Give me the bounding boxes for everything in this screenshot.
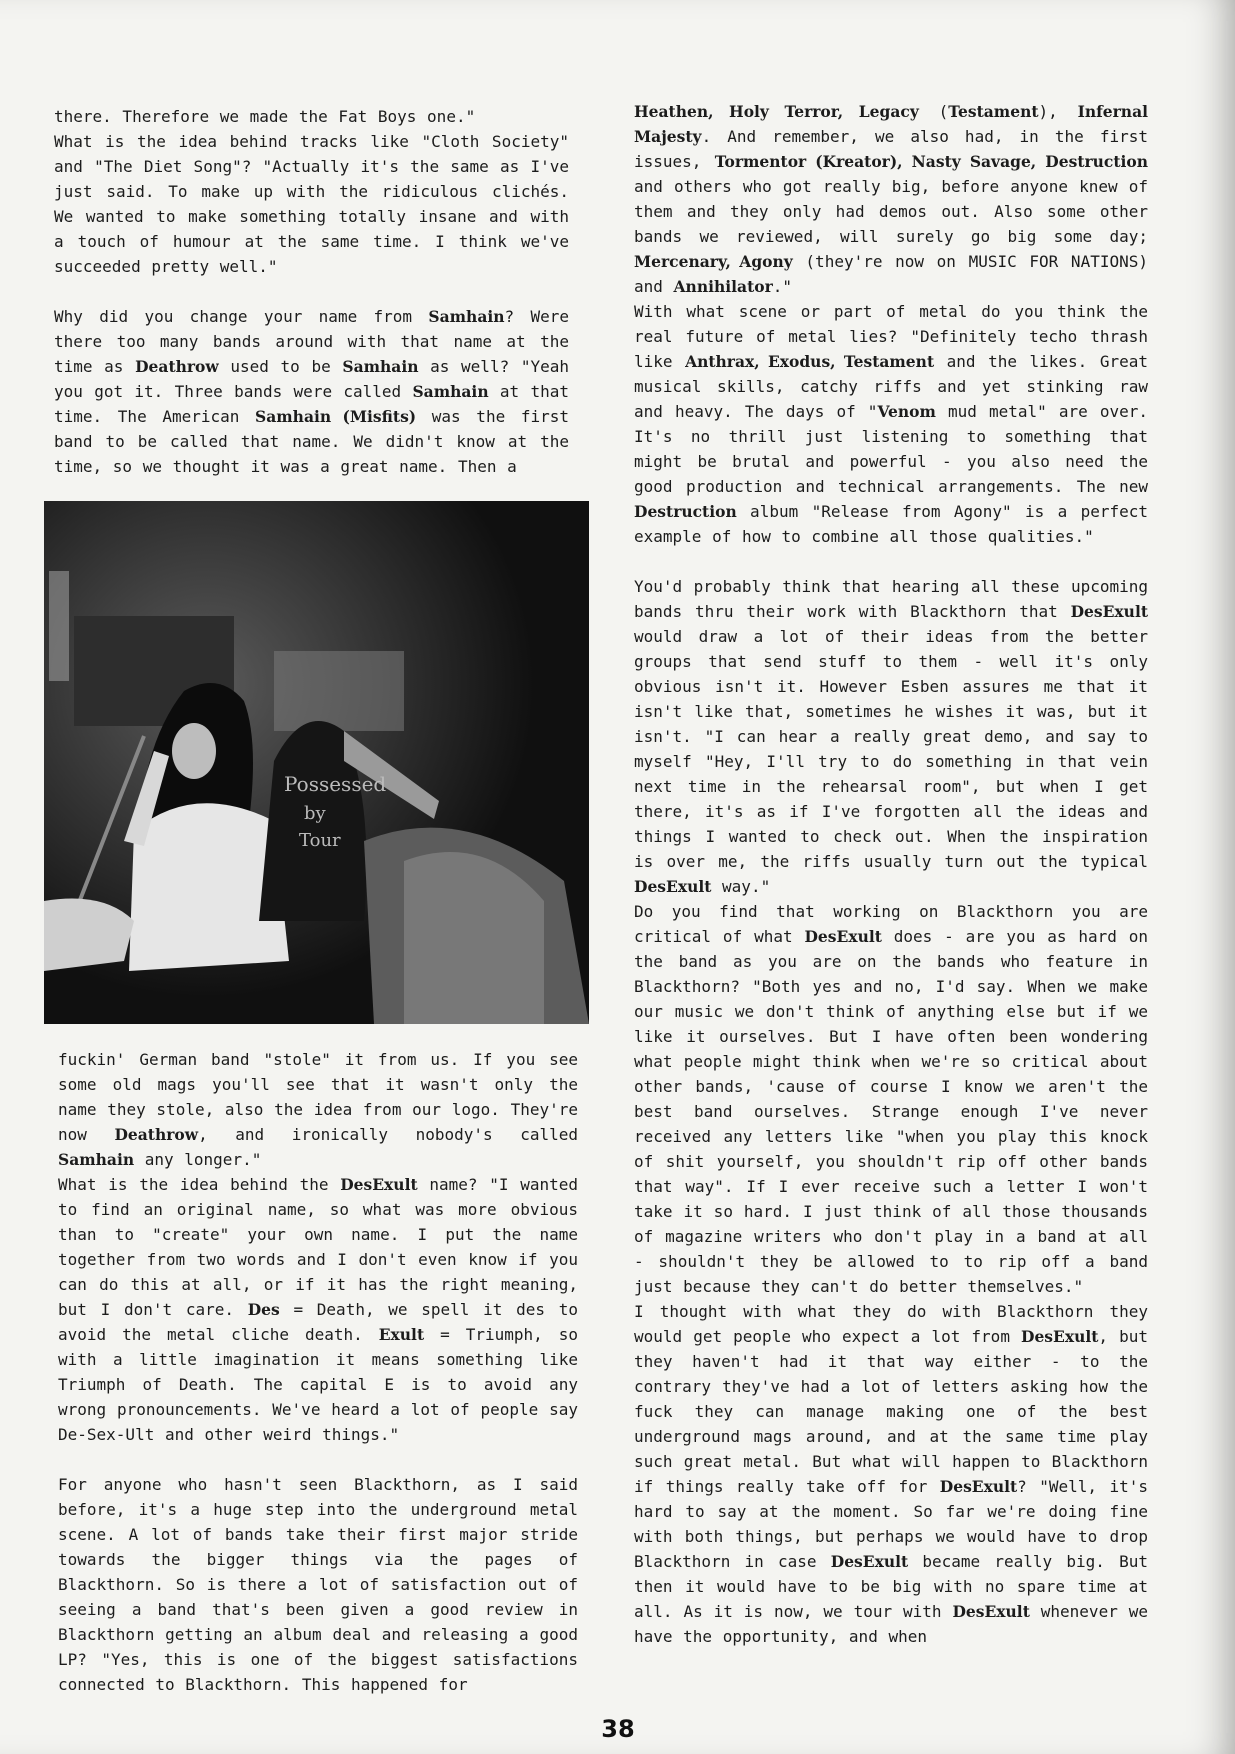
shirt-text: Tour bbox=[299, 830, 341, 851]
band-name: DesExult bbox=[939, 1477, 1018, 1496]
paragraph: What is the idea behind tracks like "Cloth Society" and "The Diet Song"? "Actually it's the same as I've just said. To make up with the ridiculous clichés. We wanted to make something totally insane and with a touch of humour at the same time. I think we've succeeded pretty well." bbox=[54, 132, 569, 276]
band-live-photo bbox=[44, 501, 589, 1024]
band-name: Anthrax, Exodus, Testament bbox=[685, 352, 935, 371]
band-name: DesExult bbox=[1070, 602, 1148, 621]
band-name: Samhain bbox=[342, 357, 419, 376]
band-name: DesExult bbox=[340, 1175, 418, 1194]
band-name: Heathen, Holy Terror, Legacy bbox=[634, 102, 919, 121]
concert-photo-image bbox=[44, 501, 589, 1024]
page-number: 38 bbox=[601, 1715, 635, 1743]
band-name: DesExult bbox=[952, 1602, 1030, 1621]
band-name: Infernal Majesty bbox=[634, 102, 1148, 146]
band-name: Samhain (Misfits) bbox=[255, 407, 417, 426]
band-name: Testament bbox=[948, 102, 1039, 121]
band-name: Deathrow bbox=[135, 357, 219, 376]
paragraph: Why did you change your name from Samhain? Were there too many bands around with that name at the time as Deathrow used to be Samhain as well? "Yeah you got it. Three bands were called Samhain at that time. The American Samhain (Misfits) was the first band to be called that name. We didn't know at the time, so we thought it was a great name. Then a bbox=[54, 307, 570, 476]
band-name: DesExult bbox=[804, 927, 882, 946]
paragraph: With what scene or part of metal do you think the real future of metal lies? "Definitely techo thrash like Anthrax, Exodus, Testament and the likes. Great musical skills, catchy riffs and yet stinking raw and heavy. The days of "Venom mud metal" are over. It's no thrill just listening to something that might be brutal and powerful - you also need the good production and technical arrangements. The new Destruction album "Release from Agony" is a perfect example of how to combine all those qualities." bbox=[634, 302, 1149, 546]
band-name: Samhain bbox=[58, 1150, 135, 1169]
band-name: Deathrow bbox=[114, 1125, 199, 1144]
band-name: Annihilator bbox=[673, 277, 773, 296]
band-name: DesExult bbox=[634, 877, 712, 896]
paragraph: Heathen, Holy Terror, Legacy (Testament), Infernal Majesty. And remember, we also had, in the first issues, Tormentor (Kreator), Nasty Savage, Destruction and others who got really big, before anyone knew of them and they only had demos out. Also some other bands we reviewed, will surely go big some day; Mercenary, Agony (they're now on MUSIC FOR NATIONS) and Annihilator." bbox=[634, 102, 1149, 296]
band-name: Mercenary, Agony bbox=[634, 252, 793, 271]
band-name: Tormentor (Kreator), Nasty Savage, Destruction bbox=[714, 152, 1149, 171]
paragraph: What is the idea behind the DesExult name? "I wanted to find an original name, so what was more obvious than to "create" your own name. I put the name together from two words and I don't even know if you can do this at all, or if it has the right meaning, but I don't care. Des = Death, we spell it des to avoid the metal cliche death. Exult = Triumph, so with a little imagination it means something like Triumph of Death. The capital E is to avoid any wrong pronouncements. We've heard a lot of people say De-Sex-Ult and other weird things." bbox=[58, 1175, 579, 1444]
shirt-text: by bbox=[304, 803, 326, 824]
shirt-text: Possessed bbox=[284, 772, 387, 796]
paragraph: there. Therefore we made the Fat Boys one." bbox=[54, 107, 476, 126]
paragraph: I thought with what they do with Blackthorn they would get people who expect a lot from DesExult, but they haven't had it that way either - to the contrary they've had a lot of letters asking how the fuck they can manage making one of the best underground mags around, and at the same time play such great metal. But what will happen to Blackthorn if things really take off for DesExult? "Well, it's hard to say at the moment. So far we're doing fine with both things, but perhaps we would have to drop Blackthorn in case DesExult became really big. But then it would have to be big with no spare time at all. As it is now, we tour with DesExult whenever we have the opportunity, and when bbox=[634, 1302, 1149, 1646]
paragraph: For anyone who hasn't seen Blackthorn, as I said before, it's a huge step into the underground metal scene. A lot of bands take their first major stride towards the bigger things via the pages of Blackthorn. So is there a lot of satisfaction out of seeing a band that's been given a good review in Blackthorn getting an album deal and releasing a good LP? "Yes, this is one of the biggest satisfactions connected to Blackthorn. This happened for bbox=[58, 1475, 578, 1694]
band-name: Venom bbox=[877, 402, 936, 421]
left-column-bottom bbox=[58, 1047, 578, 1697]
band-name: Destruction bbox=[634, 502, 737, 521]
band-name: DesExult bbox=[1021, 1327, 1099, 1346]
band-name: Des bbox=[247, 1300, 280, 1319]
band-name: Samhain bbox=[412, 382, 489, 401]
band-name: Samhain bbox=[428, 307, 505, 326]
paragraph: fuckin' German band "stole" it from us. If you see some old mags you'll see that it wasn't only the name they stole, also the idea from our logo. They're now Deathrow, and ironically nobody's called Samhain any longer." bbox=[58, 1050, 579, 1169]
band-name: Exult bbox=[378, 1325, 425, 1344]
paragraph: Do you find that working on Blackthorn you are critical of what DesExult does - are you as hard on the band as you are on the bands who feature in Blackthorn? "Both yes and no, I'd say. When we make our music we don't think of anything else but if we like it ourselves. But I have often been wondering what people might think when we're so critical about other bands, 'cause of course I know we aren't the best band ourselves. Strange enough I've never received any letters like "when you play this knock of shit yourself, you shouldn't rip off other bands that way". If I ever receive such a letter I won't take it so hard. I just think of all those thousands of magazine writers who don't play in a band at all - shouldn't they be allowed to to rip off a band just because they can't do better themselves." bbox=[634, 902, 1149, 1296]
band-name: DesExult bbox=[830, 1552, 909, 1571]
paragraph: You'd probably think that hearing all these upcoming bands thru their work with Blackthorn that DesExult would draw a lot of their ideas from the better groups that send stuff to them - well it's only obvious isn't it. However Esben assures me that it isn't like that, sometimes he wishes it was, but it isn't. "I can hear a really great demo, and say to myself "Hey, I'll try to do something in that vein next time in the rehearsal room", but when I get there, it's as if I've forgotten all the ideas and things I wanted to check out. When the inspiration is over me, the riffs usually turn out the typical DesExult way." bbox=[634, 577, 1148, 896]
left-column-top bbox=[54, 104, 569, 479]
right-column bbox=[634, 99, 1148, 1649]
